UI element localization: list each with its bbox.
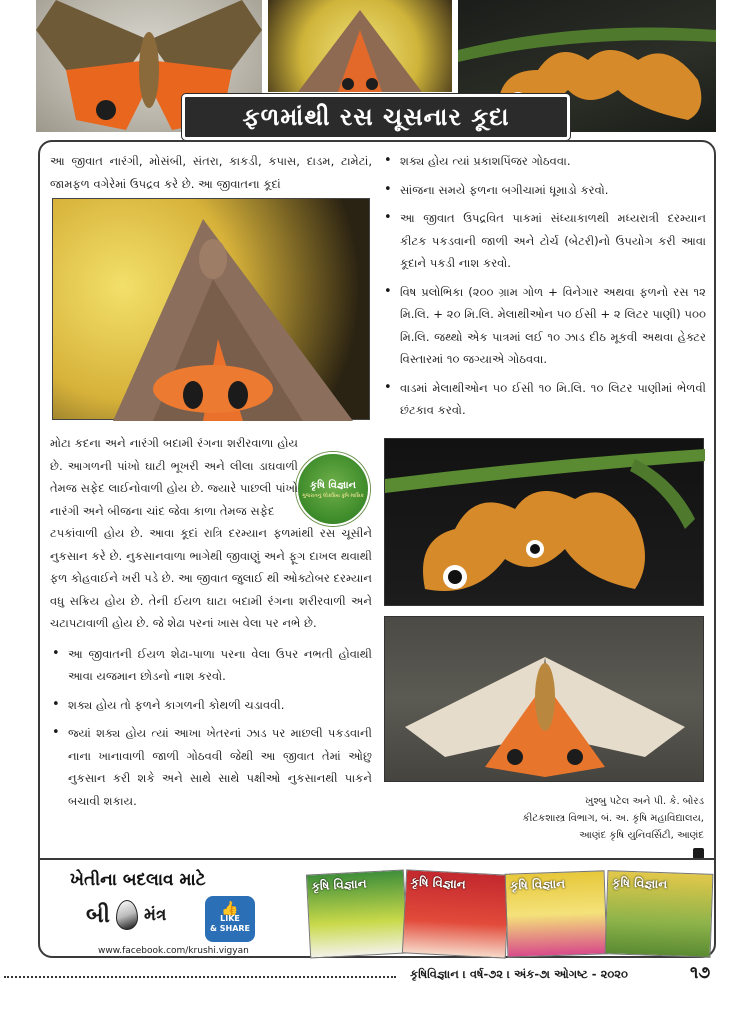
left-bullet-list (50, 643, 372, 813)
like-label: LIKE (220, 914, 240, 923)
list-item: • જ્યાં શક્ય હોય ત્યાં આખા ખેતરનાં ઝાડ પર માછલી પકડવાની નાના ખાનાવાળી જાળી ગોઠવવી જેથી આ જીવાત તેમાં ઓછુ નુકસાન કરી શકે અને સાથે સાથે પક્ષીઓ નુકસાનથી પાકને બચાવી શકાય. (50, 722, 372, 812)
left-column-bottom (50, 432, 372, 818)
left-column-top (50, 150, 372, 195)
promo-mantra-word: મંત્ર (143, 905, 167, 925)
magazine-cover (505, 870, 608, 957)
badge-title: કૃષિ વિજ્ઞાન (310, 479, 356, 491)
magazine-cover (306, 869, 408, 958)
thumbs-up-icon: 👍 (221, 901, 239, 917)
list-item: • વાડમાં મેલાથીઓન ૫૦ ઈસી ૧૦ મિ.લિ. ૧૦ લિટર પાણીમાં ભેળવી છંટકાવ કરવો. (382, 377, 706, 422)
intro-paragraph: આ જીવાત નારંગી, મોસંબી, સંતરા, કાકડી, કપાસ, દાડમ, ટામેટાં, જામફળ વગેરેમાં ઉપદ્રવ કરે છે. આ જીવાતના કૂદાં (50, 154, 372, 191)
photo-moth-spread-wings (384, 616, 704, 782)
promo-heading: ખેતીના બદલાવ માટે (70, 870, 206, 890)
promo-mantra (86, 900, 166, 930)
badge-subtitle: ગુજરાતનું લોકપ્રિય કૃષિ માસિક (302, 492, 364, 499)
list-item: • વિષ પ્રલોભિકા (૨૦૦ ગ્રામ ગોળ + વિનેગાર અથવા ફળનો રસ ૧૨ મિ.લિ. + ૨૦ મિ.લિ. મેલાથીઓન ૫૦ ઈસી + ૨ લિટર પાણી) ૫૦૦ મિ.લિ. જથ્થો એક પાત્રમાં લઈ ૧૦ ઝાડ દીઠ મૂકવી અથવા હેક્ટર વિસ્તારમાં ૧૦ જગ્યાએ ગોઠવવા. (382, 281, 706, 371)
photo-caterpillar-middle (384, 438, 704, 606)
credit-department: કીટકશાસ્ત્ર વિભાગ, બં. અ. કૃષિ મહાવિદ્યાલય, (522, 813, 704, 824)
description-paragraph: મોટા કદના અને નારંગી બદામી રંગના શરીરવાળા હોય છે. આગળની પાંખો ઘાટી ભૂખરી અને લીલા ડાઘવાળી તેમજ સફેદ લાઈનોવાળી હોય છે. જ્યારે પાછલી પાંખો નારંગી અને બીજના ચાંદ જેવા કાળા તેમજ સફેદ (50, 436, 298, 518)
magazine-title: કૃષિ વિજ્ઞાન (611, 875, 668, 892)
list-item: • આ જીવાત ઉપદ્રવિત પાકમાં સંધ્યાકાળથી મધ્યરાત્રી દરમ્યાન કીટક પકડવાની જાળી અને ટોર્ચ (બેટરી)નો ઉપયોગ કરી આવા કૂદાને પકડી નાશ કરવો. (382, 207, 706, 275)
right-bullet-list (382, 150, 706, 422)
magazine-title: કૃષિ વિજ્ઞાન (311, 876, 367, 894)
photo-moth-large (52, 198, 370, 420)
magazine-title: કૃષિ વિજ્ઞાન (509, 876, 566, 893)
list-item: • સાંજના સમયે ફળના બગીચામાં ધૂમાડો કરવો. (382, 179, 706, 202)
page-number: ૧૭ (690, 963, 711, 983)
article-title: ફળમાંથી રસ ચૂસનાર કૂદા (242, 103, 510, 131)
like-share-button[interactable] (205, 896, 255, 942)
magazine-cover (402, 869, 510, 958)
promo-bi: બી (86, 902, 110, 928)
photo-moth-on-fruit (268, 0, 452, 92)
seed-drop-icon (116, 900, 138, 930)
credit-university: આણંદ કૃષિ યુનિવર્સિટી, આણંદ (579, 830, 704, 841)
list-item: • શક્ય હોય ત્યાં પ્રકાશપિંજર ગોઠવવા. (382, 150, 706, 173)
footer-issue-info: કૃષિવિજ્ઞાન । વર્ષ-૭૨ । અંક-૭। ઓગષ્ટ - ૨૦૨૦ (410, 967, 628, 981)
dotted-rule (4, 976, 396, 978)
list-item: • શક્ય હોય તો ફળને કાગળની કોથળી ચડાવવી. (50, 694, 372, 717)
magazine-cover (605, 870, 714, 958)
list-item: • આ જીવાતની ઈયળ શેઢા-પાળા પરના વેલા ઉપર નભતી હોવાથી આવા યજમાન છોડનો નાશ કરવો. (50, 643, 372, 688)
page-footer (0, 964, 754, 988)
share-label: & SHARE (209, 924, 251, 933)
description-paragraph-2: ટપકાંવાળી હોય છે. આવા કૂદાં રાત્રિ દરમ્યાન ફળમાંથી રસ ચૂસીને નુકસાન કરે છે. નુકસાનવાળા ભાગેથી જીવાણું અને ફૂગ દાખલ થવાથી ફળ કોહવાઈને ખરી પડે છે. આ જીવાત જુલાઈ થી ઓક્ટોબર દરમ્યાન વધુ સક્રિય હોય છે. તેની ઈયળ ઘાટા બદામી રંગના શરીરવાળી અને ચટાપટાવાળી હોય છે. જે શેઢા પરનાં ખાસ વેલા પર નભે છે. (50, 526, 372, 630)
magazine-title: કૃષિ વિજ્ઞાન (410, 874, 467, 892)
magazine-covers (308, 872, 714, 956)
facebook-link[interactable]: www.facebook.com/krushi.vigyan (98, 946, 249, 956)
credit-authors: ખુશ્બુ પટેલ અને પી. કે. બોરડ (585, 796, 704, 807)
article-title-bar (182, 94, 570, 140)
right-column (382, 150, 706, 428)
section-divider (40, 858, 714, 860)
author-credits (384, 793, 704, 863)
